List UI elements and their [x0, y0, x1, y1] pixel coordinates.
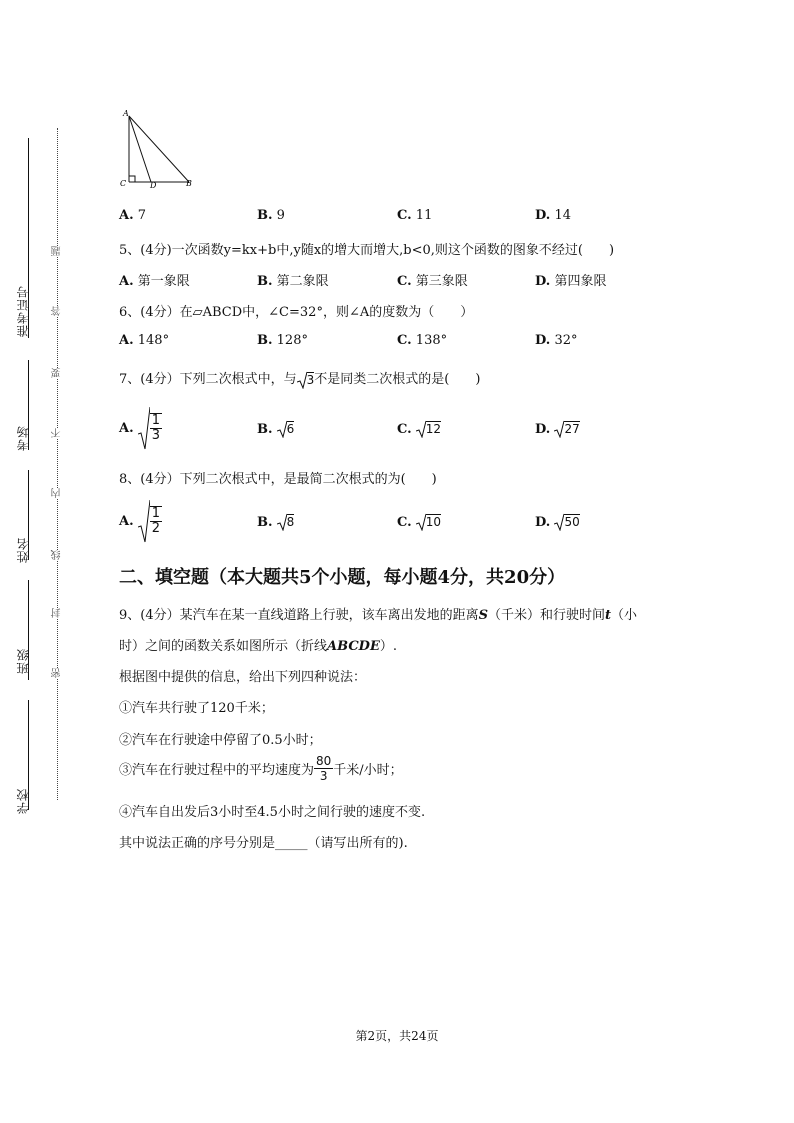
option-letter: C.: [397, 274, 412, 289]
option-letter: A.: [119, 420, 134, 436]
q9-line2-b: ）.: [379, 639, 398, 654]
q6-option-a[interactable]: [119, 333, 169, 348]
q7-stem-before: 7、(4分）下列二次根式中，与: [119, 372, 297, 387]
sqrt-radicand: 10: [425, 515, 442, 529]
q5-option-d[interactable]: [535, 270, 607, 289]
sqrt-radicand: 50: [564, 515, 580, 529]
q9-line1-b: （千米）和行驶时间: [488, 608, 606, 623]
seal-char: 要: [50, 368, 66, 378]
sqrt-symbol: [416, 513, 441, 531]
side-label-school: 学校: [16, 788, 30, 814]
side-label-room: 考场: [16, 425, 30, 451]
q9-s3-a: ③汽车在行驶过程中的平均速度为: [119, 763, 315, 778]
sqrt-symbol: [554, 513, 579, 531]
q9-statement-1: ①汽车共行驶了120千米；: [119, 701, 274, 716]
side-label-admission: 准考证号: [16, 285, 30, 337]
q9-line1-c: （小: [611, 608, 638, 623]
q8-option-b[interactable]: [257, 513, 294, 531]
sqrt-symbol: [138, 406, 162, 450]
option-letter: D.: [535, 333, 551, 348]
option-text: 第四象限: [554, 274, 607, 289]
option-letter: B.: [257, 421, 273, 437]
q5-option-a[interactable]: [119, 270, 190, 289]
option-text: 32°: [554, 333, 578, 348]
side-label-name: 姓名: [16, 537, 30, 563]
sqrt-radicand: 12: [425, 422, 442, 436]
seal-char: 题: [50, 246, 66, 256]
option-text: 138°: [415, 333, 448, 348]
sqrt-symbol: [277, 513, 295, 531]
seal-char: 封: [50, 608, 66, 618]
page-number: 第2页，共24页: [355, 1029, 439, 1043]
q9-line2: [119, 635, 397, 654]
option-letter: A.: [119, 274, 134, 289]
option-letter: C.: [397, 514, 412, 530]
q7-stem-after: 不是同类二次根式的是( ): [314, 372, 481, 387]
q7-option-a[interactable]: [119, 406, 162, 450]
frac-numerator: 1: [151, 413, 161, 428]
option-letter: D.: [535, 421, 551, 437]
q7-option-d[interactable]: [535, 420, 580, 438]
q7-option-c[interactable]: [397, 420, 441, 438]
frac-numerator: 1: [151, 506, 161, 521]
q4-option-d[interactable]: [535, 208, 571, 223]
option-letter: A.: [119, 513, 134, 529]
q7-option-b[interactable]: [257, 420, 294, 438]
q4-option-a[interactable]: [119, 208, 146, 223]
sqrt-symbol: [277, 420, 295, 438]
option-text: 128°: [276, 333, 308, 348]
seal-char: 内: [50, 488, 66, 498]
label-c: C: [120, 179, 127, 188]
seal-dotted-line: [57, 128, 58, 800]
q9-answer-prompt: 其中说法正确的序号分别是_____（请写出所有的).: [119, 836, 408, 851]
q7-stem: [119, 368, 480, 389]
q6-option-d[interactable]: [535, 333, 578, 348]
q4-option-c[interactable]: [397, 208, 432, 223]
frac-denominator: 2: [151, 521, 161, 536]
q9-statement-2: ②汽车在行驶途中停留了0.5小时；: [119, 733, 322, 748]
sqrt-symbol: [416, 420, 441, 438]
q9-var-s: S: [478, 608, 489, 623]
q9-line1: [119, 604, 637, 623]
q4-option-b[interactable]: [257, 208, 285, 223]
q9-line1-a: 9、(4分）某汽车在某一直线道路上行驶，该车离出发地的距离: [119, 608, 479, 623]
q8-option-c[interactable]: [397, 513, 441, 531]
option-letter: D.: [535, 208, 551, 223]
label-a: A: [123, 109, 129, 118]
option-letter: C.: [397, 333, 412, 348]
q9-s3-b: 千米/小时；: [333, 763, 403, 778]
option-letter: A.: [119, 333, 134, 348]
fraction: [314, 754, 333, 783]
frac-numerator: 80: [316, 754, 332, 768]
q6-option-b[interactable]: [257, 333, 308, 348]
q9-var-t: t: [605, 608, 612, 623]
option-text: 7: [137, 208, 147, 223]
q6-option-c[interactable]: [397, 333, 447, 348]
option-text: 第二象限: [276, 274, 329, 289]
q9-line2-a: 时）之间的函数关系如图所示（折线: [119, 639, 328, 654]
q5-stem: 5、(4分)一次函数y=kx+b中,y随x的增大而增大,b<0,则这个函数的图象不经过( ): [119, 243, 615, 258]
option-letter: C.: [397, 421, 412, 437]
q5-option-c[interactable]: [397, 270, 468, 289]
sqrt-symbol: [138, 499, 162, 543]
seal-char: 密: [50, 668, 66, 678]
side-label-class: 班级: [16, 648, 30, 674]
q9-line3: 根据图中提供的信息，给出下列四种说法：: [119, 670, 367, 685]
q8-option-d[interactable]: [535, 513, 580, 531]
label-b: B: [186, 179, 192, 188]
sqrt-radicand: 6: [286, 422, 295, 436]
frac-denominator: 3: [319, 769, 328, 783]
sqrt-radicand: 8: [286, 515, 295, 529]
option-letter: D.: [535, 274, 551, 289]
sqrt-radicand: 3: [306, 372, 315, 387]
q8-option-a[interactable]: [119, 499, 162, 543]
sqrt-symbol: [297, 371, 315, 389]
triangle-figure: [114, 106, 204, 192]
option-text: 9: [276, 208, 285, 223]
option-letter: B.: [257, 514, 273, 530]
seal-char: 线: [50, 550, 66, 560]
seal-char: 不: [50, 428, 66, 438]
section-title: 二、填空题（本大题共5个小题，每小题4分，共20分）: [119, 567, 566, 588]
q9-statement-3: [119, 754, 403, 783]
seal-char: 答: [50, 306, 66, 316]
q8-stem: 8、(4分）下列二次根式中，是最简二次根式的为( ): [119, 472, 437, 487]
option-text: 第三象限: [415, 274, 468, 289]
option-letter: B.: [257, 208, 273, 223]
label-d: D: [150, 181, 157, 190]
option-letter: B.: [257, 333, 273, 348]
frac-denominator: 3: [151, 428, 161, 443]
option-text: 148°: [137, 333, 170, 348]
sqrt-radicand: 27: [564, 422, 580, 436]
option-letter: D.: [535, 514, 551, 530]
option-text: 11: [415, 208, 433, 223]
q6-stem: 6、(4分）在▱ABCD中，∠C=32°，则∠A的度数为（ ）: [119, 305, 474, 320]
q9-statement-4: ④汽车自出发后3小时至4.5小时之间行驶的速度不变.: [119, 805, 426, 820]
option-text: 14: [554, 208, 572, 223]
q5-option-b[interactable]: [257, 270, 329, 289]
option-letter: C.: [397, 208, 412, 223]
sqrt-symbol: [554, 420, 579, 438]
option-text: 第一象限: [137, 274, 190, 289]
option-letter: B.: [257, 274, 273, 289]
option-letter: A.: [119, 208, 134, 223]
q9-polyline-name: ABCDE: [327, 639, 380, 654]
